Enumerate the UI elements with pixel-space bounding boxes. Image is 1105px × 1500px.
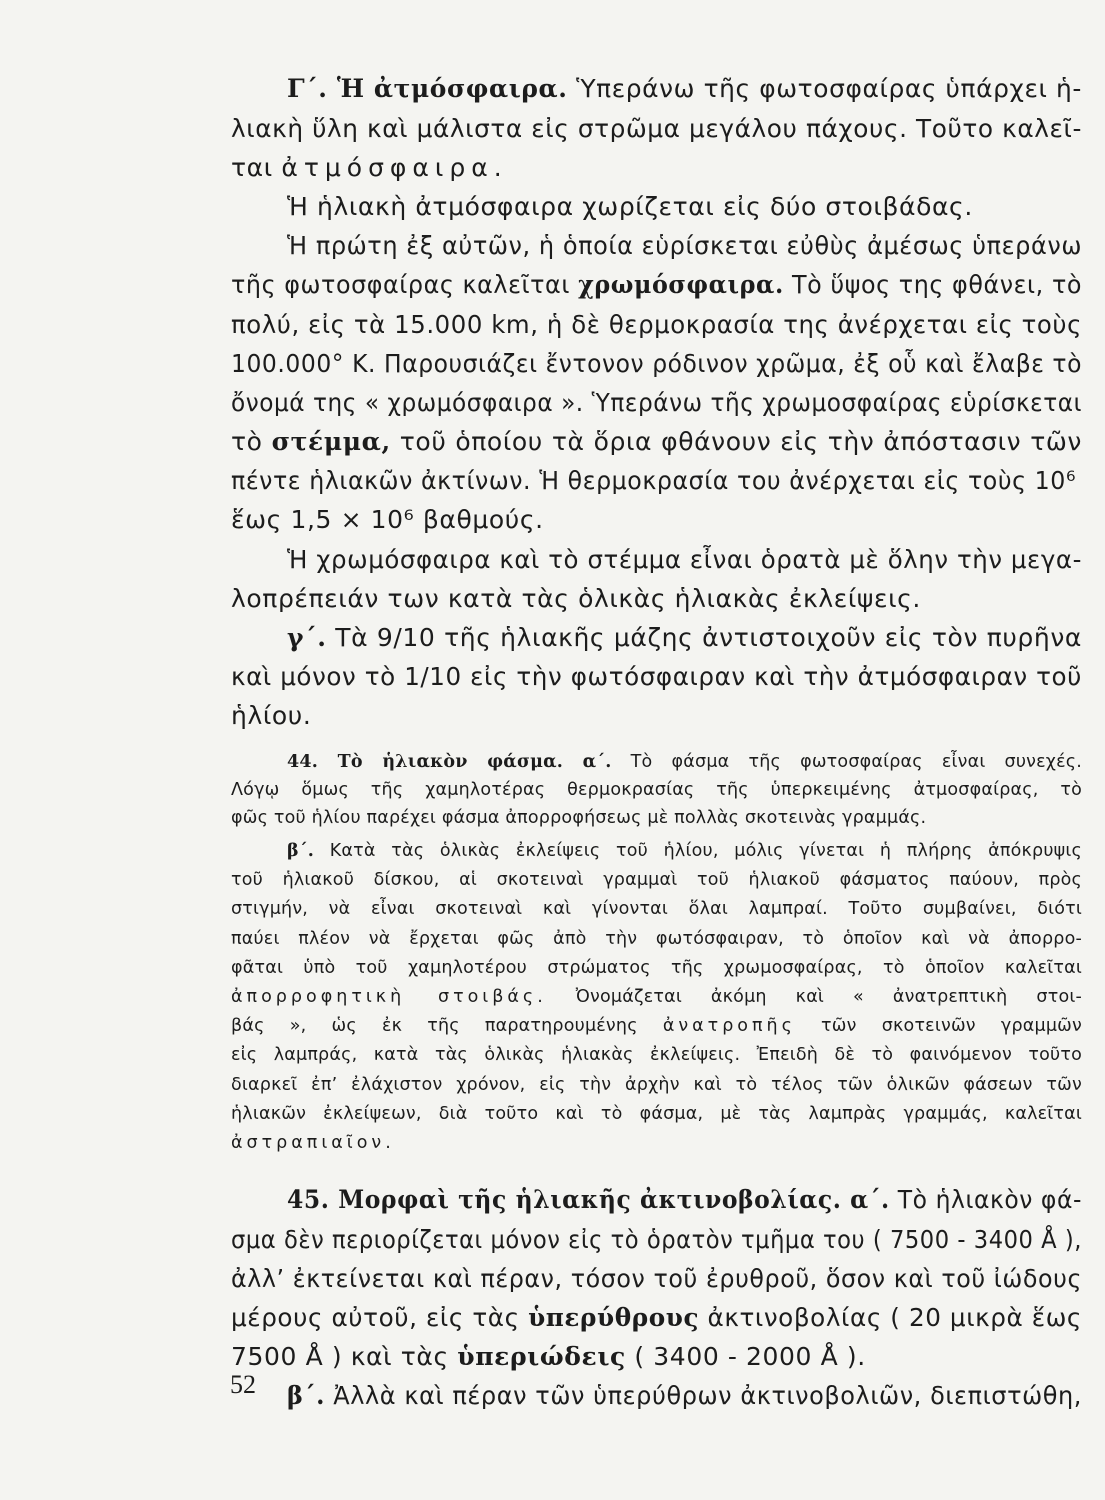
text-line <box>231 427 1082 456</box>
text-run: πολύ, εἰς τὰ 15.000 km, ἡ δὲ θερμοκρασία της ἀνέρχεται εἰς τοὺς <box>231 310 1082 339</box>
text-run: Τὰ 9/10 τῆς ἡλιακῆς μάζης ἀντιστοιχοῦν εἰς τὸν πυρῆνα <box>326 623 1082 652</box>
bold-text: στέμμα, <box>271 427 391 456</box>
text-line <box>287 1185 1082 1214</box>
text-run: Ἡ χρωμόσφαιρα καὶ τὸ στέμμα εἶναι ὁρατὰ μὲ ὅλην τὴν μεγα- <box>287 545 1082 574</box>
text-run: τοῦ ἡλιακοῦ δίσκου, αἱ σκοτειναὶ γραμμαὶ τοῦ ἡλιακοῦ φάσματος παύουν, πρὸς <box>231 870 1082 890</box>
bold-text: γ΄. <box>287 623 327 652</box>
text-line <box>231 1075 1082 1095</box>
text-line <box>287 74 1082 103</box>
bold-text: 45. Μορφαὶ τῆς ἡλιακῆς ἀκτινοβολίας. α΄. <box>287 1185 890 1214</box>
text-run: καὶ μόνον τὸ 1/10 εἰς τὴν φωτόσφαιραν καὶ τὴν ἀτμόσφαιραν τοῦ <box>231 662 1082 691</box>
text-run: διαρκεῖ ἐπ’ ἐλάχιστον χρόνον, εἰς τὴν ἀρχὴν καὶ τὸ τέλος τῶν ὁλικῶν φάσεων τῶν <box>231 1075 1082 1095</box>
page-number: 52 <box>230 1370 256 1399</box>
text-line <box>231 584 921 613</box>
text-line <box>231 349 1082 378</box>
text-run: 100.000° K. Παρουσιάζει ἔντονον ρόδινον χρῶμα, ἐξ οὗ καὶ ἔλαβε τὸ <box>231 349 1082 378</box>
text-line <box>231 899 1082 919</box>
text-line <box>287 841 1082 861</box>
text-run: ἀλλ’ ἐκτείνεται καὶ πέραν, τόσον τοῦ ἐρυθροῦ, ὅσον καὶ τοῦ ἰώδους <box>231 1264 1082 1293</box>
text-line <box>231 1133 395 1153</box>
spaced-text: ἀπορροφητικὴ στοιβάς. <box>231 987 547 1007</box>
text-run: λοπρέπειάν των κατὰ τὰς ὁλικὰς ἡλιακὰς ἐκλείψεις. <box>231 584 921 613</box>
text-run: σμα δὲν περιορίζεται μόνον εἰς τὸ ὁρατὸν τμῆμα του ( 7500 - 3400 Å ), <box>231 1225 1082 1254</box>
bold-text: β΄. <box>287 841 315 861</box>
text-run: Ἡ πρώτη ἐξ αὐτῶν, ἡ ὁποία εὑρίσκεται εὐθὺς ἀμέσως ὑπεράνω <box>287 231 1082 260</box>
text-line <box>231 808 926 828</box>
spaced-text: ἀτμόσφαιρα. <box>281 153 508 182</box>
text-line <box>231 1045 1082 1065</box>
text-line <box>231 662 1082 691</box>
bold-text: ἀτμόσφαιρα. <box>373 74 568 103</box>
text-line <box>231 1342 866 1371</box>
text-run: τοῦ ὁποίου τὰ ὅρια φθάνουν εἰς τὴν ἀπόστασιν τῶν <box>390 427 1083 456</box>
text-run: Ἀλλὰ καὶ πέραν τῶν ὑπερύθρων ἀκτινοβολιῶν, διεπιστώθη, <box>325 1381 1082 1410</box>
text-run: εἰς λαμπράς, κατὰ τὰς ὁλικὰς ἡλιακὰς ἐκλείψεις. Ἐπειδὴ δὲ τὸ φαινόμενον τοῦτο <box>231 1045 1082 1065</box>
bold-text: β΄. <box>287 1381 326 1410</box>
text-line <box>231 310 1082 339</box>
bold-text: χρωμόσφαιρα. <box>578 270 784 299</box>
text-line <box>231 505 544 534</box>
text-run: Τὸ φάσμα τῆς φωτοσφαίρας εἶναι συνεχές. <box>611 752 1082 772</box>
bold-text: 44. Τὸ ἡλιακὸν φάσμα. α΄. <box>287 752 612 772</box>
text-run: τῶν σκοτεινῶν γραμμῶν <box>795 1016 1082 1036</box>
text-line <box>287 1381 1082 1410</box>
text-line <box>287 231 1082 260</box>
text-line <box>231 780 1082 800</box>
text-run: Τὸ ἡλιακὸν φά- <box>889 1185 1082 1214</box>
text-run: Ἡ ἡλιακὴ ἀτμόσφαιρα χωρίζεται εἰς δύο στοιβάδας. <box>287 192 973 221</box>
bold-text: ὑπερύθρους <box>528 1303 700 1332</box>
text-run: Ὑπεράνω τῆς φωτοσφαίρας ὑπάρχει ἡ- <box>567 74 1082 103</box>
text-line <box>231 1303 1082 1332</box>
text-line <box>231 987 1082 1007</box>
text-line <box>231 270 1082 299</box>
text-line <box>231 1225 1082 1254</box>
text-line <box>287 545 1082 574</box>
text-line <box>231 466 1076 495</box>
text-line <box>231 1016 1082 1036</box>
text-run: Λόγῳ ὅμως τῆς χαμηλοτέρας θερμοκρασίας τῆς ὑπερκειμένης ἀτμοσφαίρας, τὸ <box>231 780 1082 800</box>
text-run: ται <box>231 153 282 182</box>
text-line <box>231 1264 1082 1293</box>
text-run: φᾶται ὑπὸ τοῦ χαμηλοτέρου στρώματος τῆς χρωμοσφαίρας, τὸ ὁποῖον καλεῖται <box>231 958 1082 978</box>
text-line <box>231 701 311 730</box>
text-run: Ὀνομάζεται ἀκόμη καὶ « ἀνατρεπτικὴ στοι- <box>546 987 1083 1007</box>
text-line <box>287 192 973 221</box>
text-run: πέντε ἡλιακῶν ἀκτίνων. Ἡ θερμοκρασία του ἀνέρχεται εἰς τοὺς 10⁶ <box>231 466 1076 495</box>
text-run: ἕως 1,5 × 10⁶ βαθμούς. <box>231 505 544 534</box>
text-line <box>231 388 1082 417</box>
text-run: φῶς τοῦ ἡλίου παρέχει φάσμα ἀπορροφήσεως μὲ πολλὰς σκοτεινὰς γραμμάς. <box>231 808 927 828</box>
text-run: ἡλιακῶν ἐκλείψεων, διὰ τοῦτο καὶ τὸ φάσμα, μὲ τὰς λαμπρὰς γραμμάς, καλεῖται <box>231 1104 1082 1124</box>
text-line <box>287 623 1082 652</box>
text-run: μέρους αὐτοῦ, εἰς τὰς <box>231 1303 529 1332</box>
text-run: ( 3400 - 2000 Å ). <box>625 1342 866 1371</box>
text-run: ὄνομά της « χρωμόσφαιρα ». Ὑπεράνω τῆς χρωμοσφαίρας εὑρίσκεται <box>231 388 1082 417</box>
text-run: στιγμήν, νὰ εἶναι σκοτειναὶ καὶ γίνονται ὅλαι λαμπραί. Τοῦτο συμβαίνει, διότι <box>231 899 1082 919</box>
text-run: ἀκτινοβολίας ( 20 μικρὰ ἕως <box>699 1303 1082 1332</box>
text-run: τῆς φωτοσφαίρας καλεῖται <box>231 270 579 299</box>
text-line <box>231 153 508 182</box>
text-run: παύει πλέον νὰ ἔρχεται φῶς ἀπὸ τὴν φωτόσφαιραν, τὸ ὁποῖον καὶ νὰ ἀπορρο- <box>231 929 1082 949</box>
text-line <box>231 958 1082 978</box>
text-run: βάς », ὡς ἐκ τῆς παρατηρουμένης <box>231 1016 663 1036</box>
bold-text: Γ΄. Ἡ <box>287 74 374 103</box>
spaced-text: ἀστραπιαῖον. <box>231 1133 395 1153</box>
text-run: Κατὰ τὰς ὁλικὰς ἐκλείψεις τοῦ ἡλίου, μόλις γίνεται ἡ πλήρης ἀπόκρυψις <box>314 841 1082 861</box>
text-run: λιακὴ ὕλη καὶ μάλιστα εἰς στρῶμα μεγάλου πάχους. Τοῦτο καλεῖ- <box>231 114 1082 143</box>
text-run: 7500 Å ) καὶ τὰς <box>231 1342 458 1371</box>
text-line <box>231 929 1082 949</box>
text-line <box>287 752 1082 772</box>
text-line <box>231 114 1082 143</box>
spaced-text: ἀνατροπῆς <box>662 1016 796 1036</box>
text-line <box>231 1104 1082 1124</box>
text-run: Τὸ ὕψος της φθάνει, τὸ <box>783 270 1082 299</box>
bold-text: ὑπεριώδεις <box>457 1342 626 1371</box>
text-run: τὸ <box>231 427 272 456</box>
text-line <box>231 870 1082 890</box>
text-run: ἡλίου. <box>231 701 312 730</box>
